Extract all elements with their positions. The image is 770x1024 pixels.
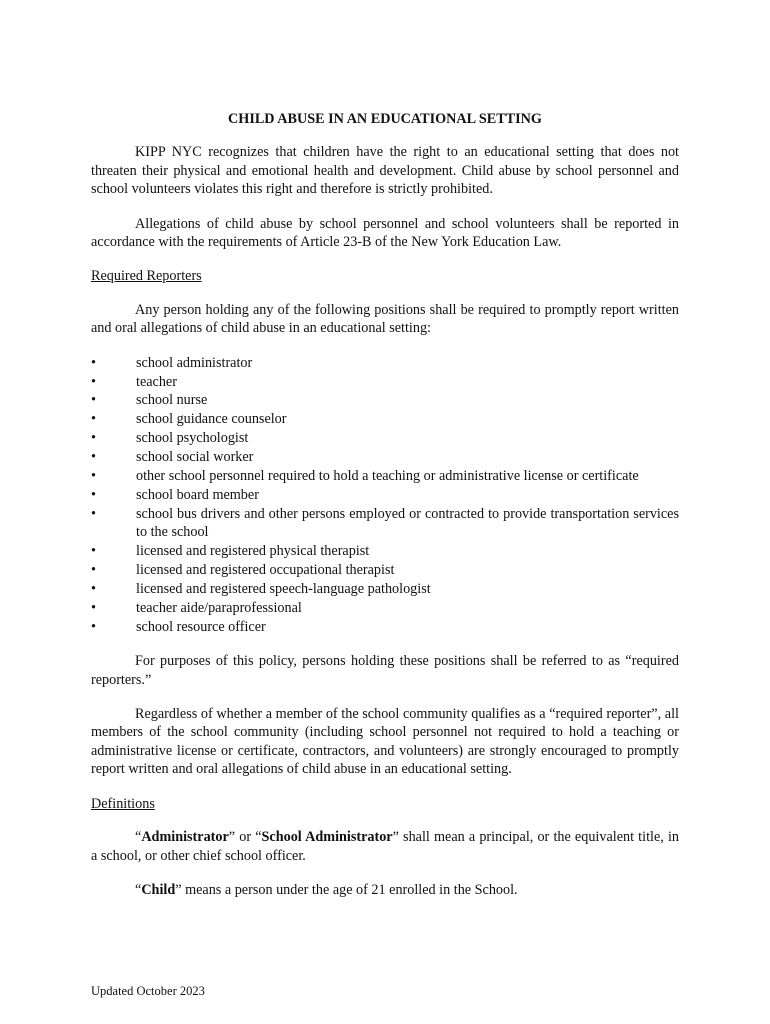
list-item-text: school guidance counselor: [136, 411, 287, 428]
term-administrator: Administrator: [141, 829, 229, 846]
list-item: [91, 373, 679, 391]
bullet-icon: •: [91, 430, 96, 447]
bullet-icon: •: [91, 449, 96, 466]
term-school-administrator: School Administrator: [261, 829, 393, 846]
bullet-icon: •: [91, 411, 96, 428]
list-item: [91, 599, 679, 617]
list-item-text: other school personnel required to hold a teaching or administrative license or certificate: [136, 468, 639, 485]
intro-paragraph-1: KIPP NYC recognizes that children have the right to an educational setting that does not threaten their physical and emotional health and development. Child abuse by school personnel and school volunteers violates this right and therefore is strictly prohibited.: [91, 144, 679, 198]
list-item-text: school nurse: [136, 392, 208, 409]
list-item-text: licensed and registered speech-language pathologist: [136, 581, 431, 598]
intro-paragraph-2: Allegations of child abuse by school personnel and school volunteers shall be reported in accordance with the requirements of Article 23-B of the New York Education Law.: [91, 215, 679, 251]
bullet-icon: •: [91, 505, 96, 522]
list-item: [91, 580, 679, 598]
bullet-icon: •: [91, 354, 96, 371]
list-item-text: school social worker: [136, 449, 254, 466]
bullet-icon: •: [91, 599, 96, 616]
footer-updated-date: Updated October 2023: [91, 984, 205, 998]
list-item: [91, 486, 679, 504]
list-item-text: school bus drivers and other persons employed or contracted to provide transportation services to the school: [136, 505, 679, 541]
list-item: [91, 429, 679, 447]
definition-administrator: [91, 828, 679, 865]
list-item-text: school psychologist: [136, 430, 249, 447]
document-title: CHILD ABUSE IN AN EDUCATIONAL SETTING: [228, 111, 542, 127]
list-item: [91, 618, 679, 636]
bullet-icon: •: [91, 487, 96, 503]
list-item-text: school administrator: [136, 354, 253, 371]
list-item-text: licensed and registered occupational therapist: [136, 562, 395, 579]
bullet-icon: •: [91, 468, 96, 485]
required-reporters-lead: Any person holding any of the following positions shall be required to promptly report written and oral allegations of child abuse in an educational setting:: [91, 301, 679, 337]
purposes-paragraph: For purposes of this policy, persons holding these positions shall be referred to as “required reporters.”: [91, 653, 679, 688]
list-item-text: teacher: [136, 373, 177, 390]
bullet-icon: •: [91, 373, 96, 390]
definition-administrator-text: ” shall mean a principal, or the equivalent title, in a school, or other chief school officer.: [91, 829, 679, 864]
quote-open: “: [135, 881, 142, 898]
bullet-icon: •: [91, 618, 96, 635]
bullet-icon: •: [91, 392, 96, 409]
list-item-text: school board member: [136, 487, 259, 503]
list-item-text: teacher aide/paraprofessional: [136, 599, 302, 616]
list-item-text: school resource officer: [136, 618, 266, 635]
list-item: [91, 505, 679, 542]
list-item-text: licensed and registered physical therapist: [136, 543, 370, 560]
list-item: [91, 467, 679, 485]
definitions-heading: Definitions: [91, 795, 155, 812]
definition-child-text: ” means a person under the age of 21 enrolled in the School.: [175, 881, 518, 898]
required-reporters-heading: Required Reporters: [91, 268, 202, 285]
bullet-icon: •: [91, 581, 96, 598]
list-item: [91, 410, 679, 428]
document-page: [91, 110, 679, 915]
term-child: Child: [141, 881, 176, 898]
list-item: [91, 391, 679, 409]
bullet-icon: •: [91, 543, 96, 560]
list-item: [91, 542, 679, 560]
list-item: [91, 354, 679, 372]
definition-child: [91, 881, 679, 899]
bullet-icon: •: [91, 562, 96, 579]
definition-connector: ” or “: [228, 829, 262, 846]
list-item: [91, 448, 679, 466]
regardless-paragraph: Regardless of whether a member of the school community qualifies as a “required reporter”, all members of the school community (including school personnel not required to hold a teaching or administrative license or certificate, contractors, and volunteers) are strongly encouraged to promptly report written and oral allegations of child abuse in an educational setting.: [91, 706, 679, 778]
quote-open: “: [135, 829, 142, 846]
required-reporters-list: [91, 354, 679, 637]
list-item: [91, 561, 679, 579]
